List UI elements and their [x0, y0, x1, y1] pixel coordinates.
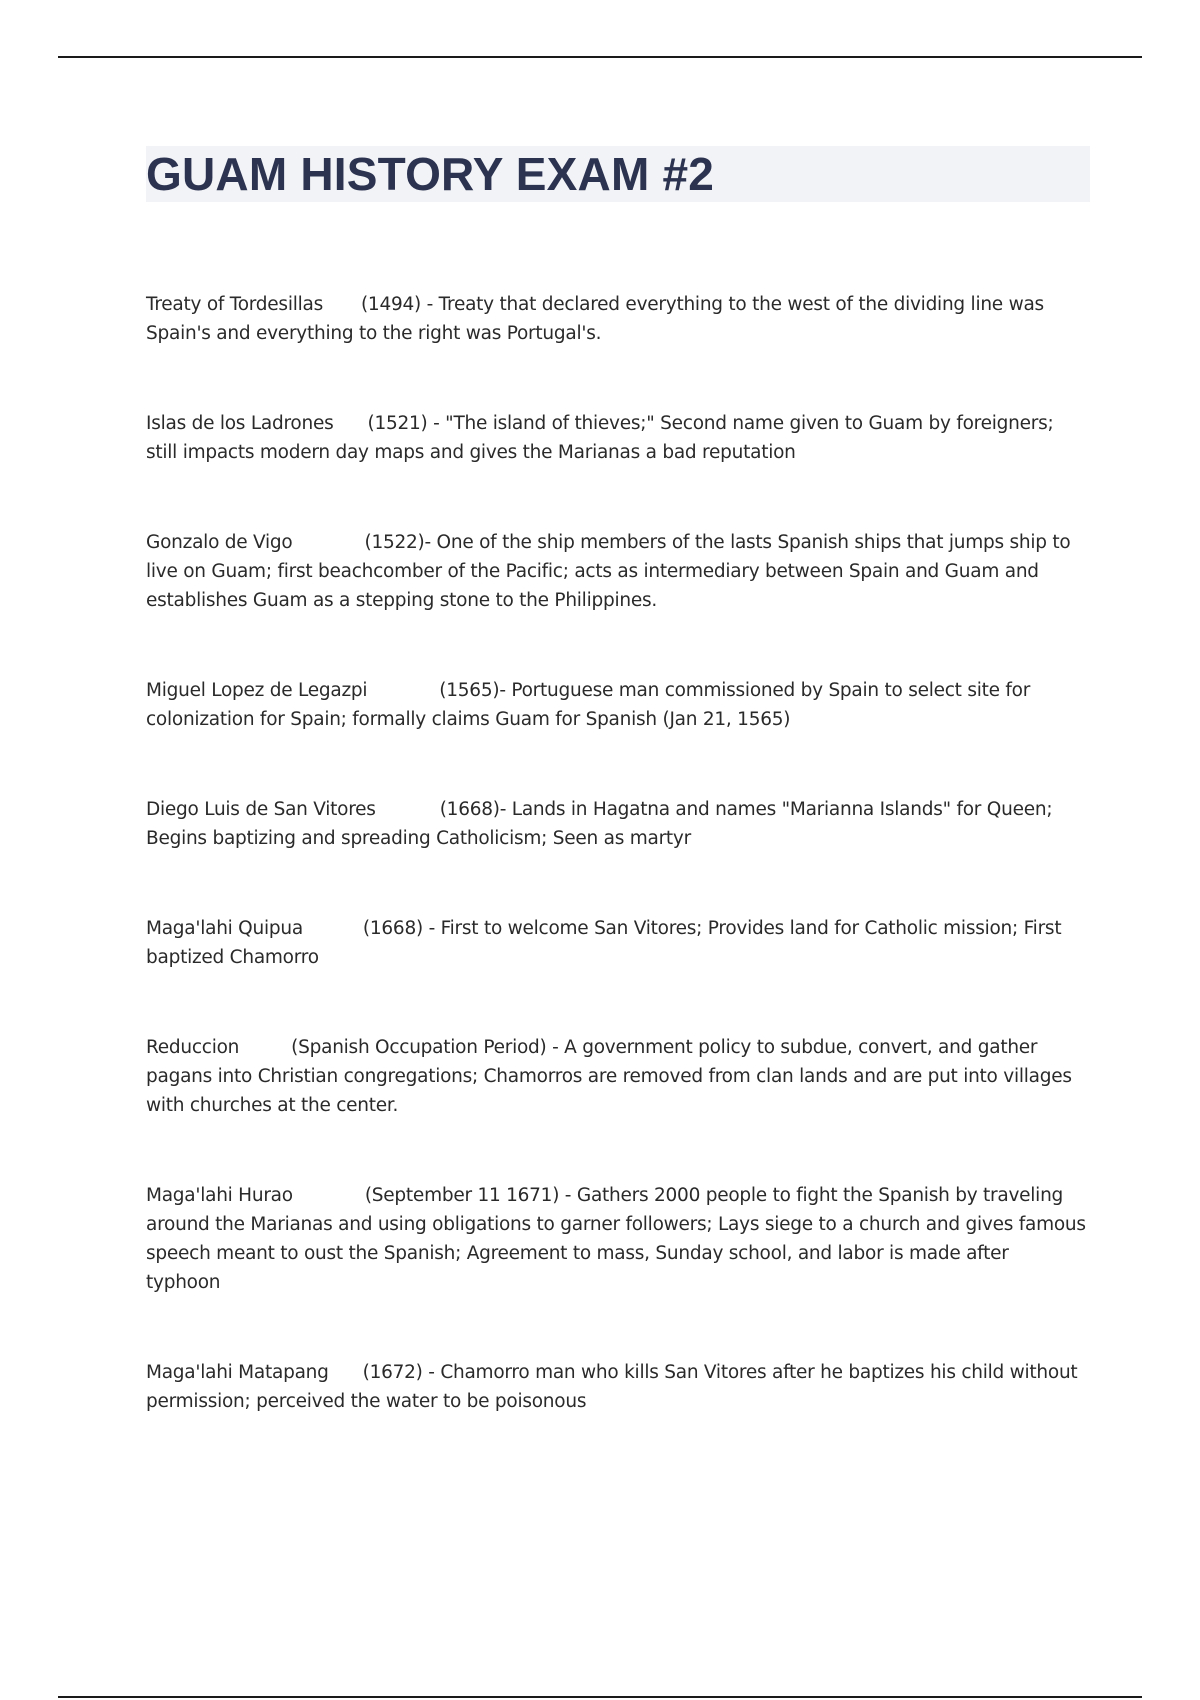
document-title: GUAM HISTORY EXAM #2: [146, 148, 715, 200]
entry-definition: (1522)- One of the ship members of the lasts Spanish ships that jumps ship to live on Guam; first beachcomber of the Pacific; acts as intermediary between Spain and Guam and establishes Guam as a stepping stone to the Philippines.: [146, 532, 1071, 611]
entry-definition: (1668) - First to welcome San Vitores; Provides land for Catholic mission; First baptized Chamorro: [146, 918, 1062, 968]
entry-term: Treaty of Tordesillas: [146, 294, 323, 315]
entry-magalahi-quipua: [146, 914, 1086, 972]
entry-treaty-of-tordesillas: [146, 290, 1086, 348]
entry-term: Islas de los Ladrones: [146, 413, 334, 434]
entry-diego-luis-de-san-vitores: [146, 795, 1086, 853]
entry-term: Gonzalo de Vigo: [146, 532, 293, 553]
entry-term: Maga'lahi Quipua: [146, 918, 303, 939]
entry-miguel-lopez-de-legazpi: [146, 676, 1086, 734]
entry-reduccion: [146, 1033, 1086, 1120]
entry-definition: (Spanish Occupation Period) - A government policy to subdue, convert, and gather pagans into Christian congregations; Chamorros are removed from clan lands and are put into villages with churches at the center.: [146, 1037, 1072, 1116]
entry-term: Miguel Lopez de Legazpi: [146, 680, 368, 701]
entry-magalahi-hurao: [146, 1181, 1086, 1297]
entry-definition: (1494) - Treaty that declared everything to the west of the dividing line was Spain's and everything to the right was Portugal's.: [146, 294, 1044, 344]
entry-definition: (September 11 1671) - Gathers 2000 people to fight the Spanish by traveling around the Marianas and using obligations to garner followers; Lays siege to a church and gives famous speech meant to oust the Spanish; Agreement to mass, Sunday school, and labor is made after typhoon: [146, 1185, 1086, 1293]
entry-term: Maga'lahi Matapang: [146, 1362, 329, 1383]
entry-definition: (1672) - Chamorro man who kills San Vitores after he baptizes his child without permission; perceived the water to be poisonous: [146, 1362, 1078, 1412]
entry-term: Maga'lahi Hurao: [146, 1185, 293, 1206]
entry-definition: (1521) - "The island of thieves;" Second name given to Guam by foreigners; still impacts modern day maps and gives the Marianas a bad reputation: [146, 413, 1054, 463]
entry-magalahi-matapang: [146, 1358, 1086, 1416]
entry-definition: (1668)- Lands in Hagatna and names "Marianna Islands" for Queen; Begins baptizing and spreading Catholicism; Seen as martyr: [146, 799, 1053, 849]
entry-definition: (1565)- Portuguese man commissioned by Spain to select site for colonization for Spain; formally claims Guam for Spanish (Jan 21, 1565): [146, 680, 1031, 730]
entry-term: Diego Luis de San Vitores: [146, 799, 376, 820]
bottom-rule: [58, 1696, 1142, 1698]
entry-term: Reduccion: [146, 1037, 240, 1058]
entry-gonzalo-de-vigo: [146, 528, 1086, 615]
flashcard-list: [146, 290, 1086, 1416]
top-rule: [58, 56, 1142, 58]
entry-islas-de-los-ladrones: [146, 409, 1086, 467]
